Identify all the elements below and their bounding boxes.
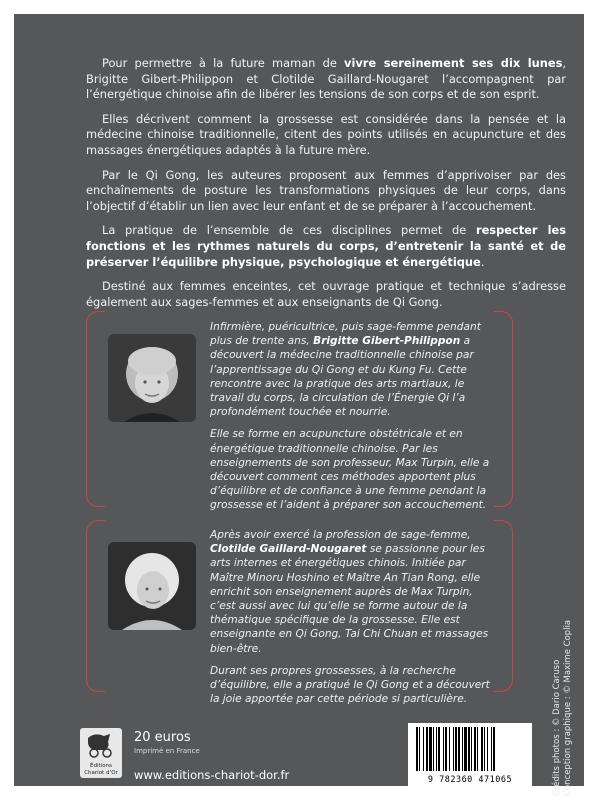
bio-brigitte bbox=[210, 320, 496, 521]
barcode-bars bbox=[408, 723, 532, 775]
publisher-website: www.editions-chariot-dor.fr bbox=[134, 768, 290, 782]
isbn-number: 9 782360 471065 bbox=[427, 775, 513, 785]
bio-frame-left-2 bbox=[86, 520, 105, 692]
publisher-logo bbox=[80, 728, 122, 778]
intro-paragraph-1: Pour permettre à la future maman de vivre sereinement ses dix lunes, Brigitte Gibert-Philippon et Clotilde Gaillard-Nougaret l’accompagnent par l’énergétique chinoise afin de libérer les tensions de son corps et de son esprit. bbox=[86, 56, 567, 102]
bio-clotilde-paragraph-2: Durant ses propres grossesses, à la recherche d’équilibre, elle a pratiqué le Qi Gong et a découvert la joie apportée par cette période si particulière. bbox=[210, 664, 490, 706]
credits-design: Conception graphique : © Maxime Coplia bbox=[563, 619, 573, 796]
back-cover bbox=[14, 14, 584, 796]
bio-brigitte-paragraph-1: Infirmière, puéricultrice, puis sage-femme pendant plus de trente ans, Brigitte Gibert-Philippon a découvert la médecine traditionnelle chinoise par l’apprentissage du Qi Gong et du Kung Fu. Cette rencontre avec la pratique des arts martiaux, le travail du corps, la circulation de l’Énergie Qi l’a profondément touchée et nourrie. bbox=[210, 321, 481, 419]
intro-paragraph-4: La pratique de l’ensemble de ces disciplines permet de respecter les fonctions et les rythmes naturels du corps, d’entretenir la santé et de préserver l’équilibre physique, psychologique et énergétique. bbox=[86, 223, 566, 269]
svg-text:Chariot d’Or: Chariot d’Or bbox=[84, 770, 118, 776]
price: 20 euros bbox=[134, 730, 191, 745]
printed-in: Imprimé en France bbox=[134, 747, 200, 755]
bio-frame-left-1 bbox=[86, 311, 105, 507]
intro-paragraph-2: Elles décrivent comment la grossesse est considérée dans la pensée et la médecine chinoise traditionnelle, citent des points utilisés en acupuncture et des massages énergétiques adaptés à la future mère. bbox=[86, 111, 566, 157]
photo-credits bbox=[552, 620, 574, 796]
bio-brigitte-paragraph-2: Elle se forme en acupuncture obstétricale et en énergétique traditionnelle chinoise. Par les enseignements de son professeur, Max Turpin, elle a découvert comment ces méthodes apportent plus d’équilibre et de confiance à une femme pendant la grossesse et l’aident à préparer son accouchement. bbox=[210, 428, 490, 512]
bio-clotilde bbox=[210, 528, 496, 714]
isbn-barcode bbox=[408, 723, 532, 787]
bio-clotilde-paragraph-1: Après avoir exercé la profession de sage-femme, Clotilde Gaillard-Nougaret se passionne pour les arts internes et énergétiques chinois. Initiée par Maître Minoru Hoshino et Maître An Tian Rong, elle enrichit son enseignement auprès de Max Turpin, c’est aussi avec lui qu’elle se forme autour de la thématique spécifique de la grossesse. Elle est enseignante en Qi Gong, Tai Chi Chuan et massages bien-être. bbox=[210, 529, 489, 655]
credits-photos: Crédits photos : © Dario Caruso bbox=[552, 659, 562, 796]
author-photo-clotilde bbox=[108, 542, 196, 630]
intro-paragraph-5: Destiné aux femmes enceintes, cet ouvrage pratique et technique s’adresse également aux sages-femmes et aux enseignants de Qi Gong. bbox=[86, 279, 566, 309]
chariot-icon bbox=[80, 728, 122, 778]
svg-text:Éditions: Éditions bbox=[90, 763, 112, 769]
intro-paragraph-3: Par le Qi Gong, les auteures proposent aux femmes d’apprivoiser par des enchaînements de posture les transformations physiques de leur corps, dans l’objectif d’établir un lien avec leur enfant et de se préparer à l’accouchement. bbox=[86, 167, 566, 213]
bio-frame-right-2 bbox=[494, 520, 513, 692]
intro-text bbox=[86, 56, 566, 319]
bio-frame-right-1 bbox=[494, 311, 513, 507]
author-photo-brigitte bbox=[108, 334, 196, 422]
